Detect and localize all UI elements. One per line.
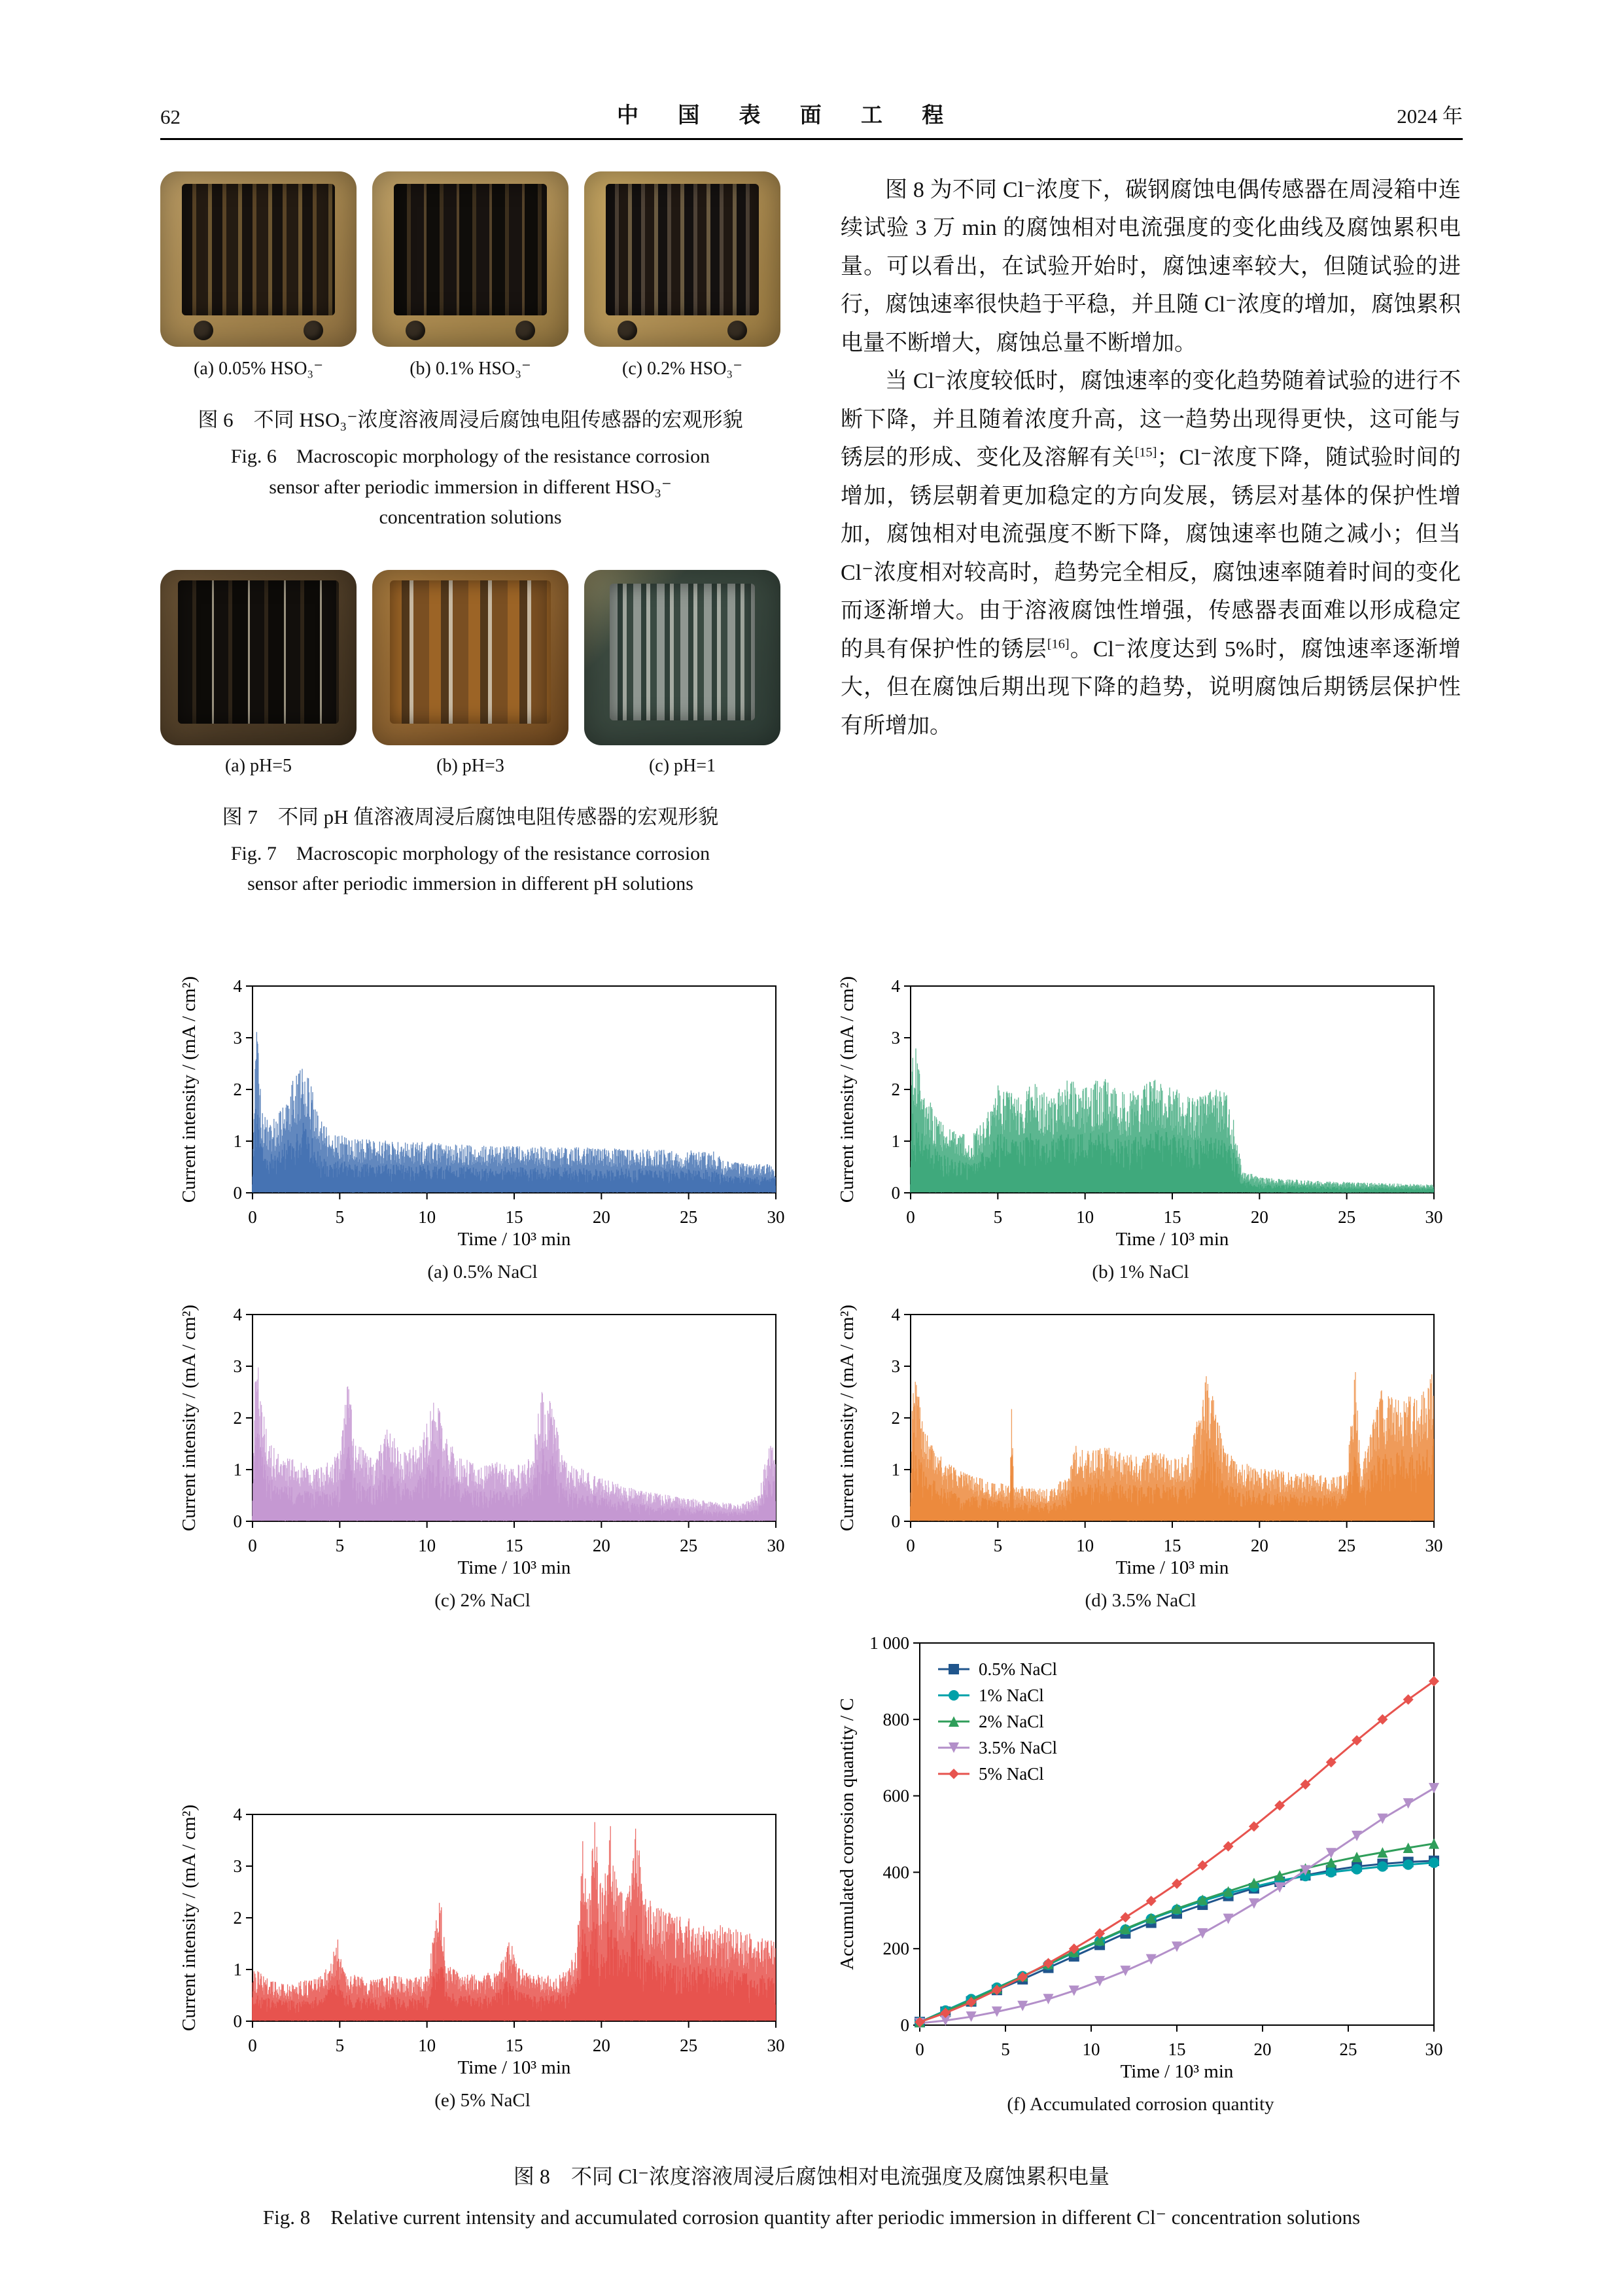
left-column [160, 171, 780, 936]
journal-title: 中 国 表 面 工 程 [617, 104, 961, 128]
svg-text:30: 30 [1425, 1535, 1442, 1555]
svg-text:2% NaCl: 2% NaCl [978, 1711, 1044, 1731]
chart-b-plot [833, 973, 1448, 1262]
svg-text:0: 0 [891, 1511, 900, 1531]
figure-8-charts [160, 973, 1463, 2134]
chart-d-caption: (d) 3.5% NaCl [1085, 1589, 1196, 1611]
chart-a-caption: (a) 0.5% NaCl [427, 1261, 538, 1282]
chart-e [175, 1801, 790, 2111]
bolt [304, 321, 323, 340]
svg-text:0: 0 [905, 1535, 915, 1555]
svg-text:200: 200 [882, 1938, 909, 1958]
photo-label: (c) pH=1 [648, 755, 716, 776]
svg-text:2: 2 [233, 1079, 242, 1099]
svg-text:Current intensity / (mA / cm²): Current intensity / (mA / cm²) [178, 1804, 200, 2031]
sensor-photo-hso3-01 [372, 171, 568, 347]
corroded-area [182, 184, 335, 315]
chart-f [833, 1630, 1448, 2115]
svg-text:25: 25 [679, 1207, 697, 1227]
svg-text:Time / 10³ min: Time / 10³ min [457, 1557, 570, 1578]
svg-text:1: 1 [891, 1131, 900, 1151]
svg-text:10: 10 [417, 1535, 436, 1555]
svg-text:1: 1 [233, 1459, 242, 1479]
svg-text:2: 2 [233, 1907, 242, 1928]
figure-6-photo-b [372, 171, 568, 380]
svg-text:20: 20 [592, 1535, 610, 1555]
svg-text:20: 20 [592, 2035, 610, 2055]
sensor-photo-ph5 [160, 570, 357, 745]
chart-c [175, 1301, 790, 1612]
svg-text:2: 2 [233, 1407, 242, 1428]
corroded-area [394, 184, 547, 315]
chart-b-caption: (b) 1% NaCl [1092, 1261, 1189, 1282]
svg-text:0: 0 [233, 2011, 242, 2031]
sensor-photo-ph3 [372, 570, 568, 745]
charts-left-column [175, 973, 790, 2134]
figure-8-caption-zh: 图 8 不同 Cl⁻浓度溶液周浸后腐蚀相对电流强度及腐蚀累积电量 [513, 2164, 1110, 2188]
svg-text:30: 30 [767, 1535, 784, 1555]
figure-6-photo-a [160, 171, 357, 380]
photo-label: (a) pH=5 [224, 755, 292, 776]
svg-text:4: 4 [233, 976, 242, 996]
svg-text:3: 3 [891, 1027, 900, 1048]
chart-e-plot [175, 1801, 790, 2090]
chart-a-plot [175, 973, 790, 1262]
svg-text:25: 25 [679, 2035, 697, 2055]
figure-7-photo-a [160, 570, 357, 777]
svg-text:3: 3 [891, 1356, 900, 1376]
photo-label: (a) 0.05% HSO₃⁻ [194, 359, 323, 379]
svg-text:4: 4 [233, 1804, 242, 1824]
corroded-area [390, 580, 551, 724]
figure-8-caption-en: Fig. 8 Relative current intensity and accumulated corrosion quantity after periodic immersion in different Cl⁻ concentration solutions [262, 2205, 1361, 2229]
svg-text:0: 0 [247, 2035, 257, 2055]
svg-text:5: 5 [335, 1207, 344, 1227]
svg-text:800: 800 [882, 1709, 909, 1729]
chart-f-plot [833, 1630, 1448, 2094]
paragraph-2: 当 Cl⁻浓度较低时，腐蚀速率的变化趋势随着试验的进行不断下降，并且随着浓度升高，这一趋势出现得更快，这可能与锈层的形成、变化及溶解有关[15]；Cl⁻浓度下降，随试验时间的增加，锈层朝着更加稳定的方向发展，锈层对基体的保护性增加，腐蚀相对电流强度不断下降，腐蚀速率也随之减小；但当 Cl⁻浓度相对较高时，趋势完全相反，腐蚀速率随着时间的变化而逐渐增大。由于溶液腐蚀性增强，传感器表面难以形成稳定的具有保护性的锈层[16]。Cl⁻浓度达到 5%时，腐蚀速率逐渐增大，但在腐蚀后期出现下降的趋势，说明腐蚀后期锈层保护性有所增加。 [841, 369, 1461, 738]
svg-text:30: 30 [1425, 1207, 1442, 1227]
svg-text:3: 3 [233, 1856, 242, 1876]
svg-text:25: 25 [679, 1535, 697, 1555]
figure-7-photo-row [160, 570, 780, 777]
corroded-area [610, 584, 755, 720]
svg-text:2: 2 [891, 1079, 900, 1099]
svg-text:10: 10 [1075, 1207, 1094, 1227]
figure-6-photo-row [160, 171, 780, 380]
svg-text:600: 600 [882, 1786, 909, 1806]
bolt [194, 321, 213, 340]
svg-text:1: 1 [233, 1959, 242, 1979]
svg-text:4: 4 [891, 976, 900, 996]
figure-7-photo-b [372, 570, 568, 777]
svg-text:Time / 10³ min: Time / 10³ min [1115, 1557, 1229, 1578]
svg-text:0: 0 [900, 2015, 909, 2035]
svg-text:30: 30 [767, 2035, 784, 2055]
svg-text:4: 4 [891, 1304, 900, 1324]
svg-text:3: 3 [233, 1027, 242, 1048]
chart-f-caption: (f) Accumulated corrosion quantity [1007, 2093, 1274, 2115]
sensor-photo-ph1 [584, 570, 780, 745]
figure-6-caption-zh: 图 6 不同 HSO₃⁻浓度溶液周浸后腐蚀电阻传感器的宏观形貌 [198, 408, 743, 431]
svg-text:0: 0 [891, 1182, 900, 1203]
svg-text:5% NaCl: 5% NaCl [978, 1763, 1044, 1784]
svg-text:20: 20 [1250, 1535, 1268, 1555]
svg-text:30: 30 [1425, 2039, 1442, 2059]
bolt [618, 321, 637, 340]
svg-text:Accumulated corrosion quantity: Accumulated corrosion quantity / C [836, 1697, 858, 1970]
page-number: 62 [160, 105, 181, 128]
svg-text:Current intensity / (mA / cm²): Current intensity / (mA / cm²) [836, 1304, 858, 1531]
svg-text:0.5% NaCl: 0.5% NaCl [978, 1659, 1057, 1679]
figure-7 [160, 570, 780, 900]
paragraph-1: 图 8 为不同 Cl⁻浓度下，碳钢腐蚀电偶传感器在周浸箱中连续试验 3 万 min 的腐蚀相对电流强度的变化曲线及腐蚀累积电量。可以看出，在试验开始时，腐蚀速率较大，但随试验的进行，腐蚀速率很快趋于平稳，并且随 Cl⁻浓度的增加，腐蚀累积电量不断增大，腐蚀总量不断增加。 [841, 178, 1461, 355]
svg-text:3.5% NaCl: 3.5% NaCl [978, 1737, 1057, 1757]
figure-6-caption-en: Fig. 6 Macroscopic morphology of the resistance corrosion sensor after periodic immersion in different HSO₃⁻ concentration solutions [230, 446, 710, 528]
svg-text:Current intensity / (mA / cm²): Current intensity / (mA / cm²) [178, 976, 200, 1203]
svg-text:4: 4 [233, 1304, 242, 1324]
svg-text:15: 15 [1163, 1535, 1181, 1555]
svg-text:Time / 10³ min: Time / 10³ min [1120, 2060, 1233, 2082]
svg-text:1 000: 1 000 [869, 1633, 909, 1653]
chart-a [175, 973, 790, 1283]
svg-text:Current intensity / (mA / cm²): Current intensity / (mA / cm²) [836, 976, 858, 1203]
svg-text:10: 10 [1075, 1535, 1094, 1555]
chart-c-plot [175, 1301, 790, 1590]
svg-text:30: 30 [767, 1207, 784, 1227]
svg-text:0: 0 [905, 1207, 915, 1227]
figure-6-photo-c [584, 171, 780, 380]
svg-text:0: 0 [247, 1535, 257, 1555]
figure-7-caption-en: Fig. 7 Macroscopic morphology of the resistance corrosion sensor after periodic immersion in different pH solutions [230, 842, 710, 894]
chart-d-plot [833, 1301, 1448, 1590]
sensor-photo-hso3-005 [160, 171, 357, 347]
svg-text:25: 25 [1337, 1207, 1355, 1227]
figure-7-photo-c [584, 570, 780, 777]
bolt [406, 321, 425, 340]
svg-text:Time / 10³ min: Time / 10³ min [1115, 1228, 1229, 1250]
svg-text:10: 10 [417, 2035, 436, 2055]
page-header [160, 98, 1463, 140]
svg-text:1: 1 [233, 1131, 242, 1151]
svg-text:20: 20 [592, 1207, 610, 1227]
right-column [841, 171, 1461, 936]
svg-text:0: 0 [247, 1207, 257, 1227]
svg-text:15: 15 [1168, 2039, 1185, 2059]
chart-b [833, 973, 1448, 1283]
svg-text:400: 400 [882, 1862, 909, 1882]
sensor-photo-hso3-02 [584, 171, 780, 347]
chart-d [833, 1301, 1448, 1612]
photo-label: (b) pH=3 [436, 755, 504, 776]
svg-text:15: 15 [505, 1207, 523, 1227]
chart-e-caption: (e) 5% NaCl [434, 2089, 531, 2111]
svg-text:0: 0 [233, 1182, 242, 1203]
svg-text:10: 10 [1082, 2039, 1100, 2059]
bolt [515, 321, 535, 340]
photo-label: (b) 0.1% HSO₃⁻ [410, 359, 531, 379]
svg-text:5: 5 [335, 1535, 344, 1555]
figure-7-caption-zh: 图 7 不同 pH 值溶液周浸后腐蚀电阻传感器的宏观形貌 [222, 805, 719, 828]
svg-text:5: 5 [993, 1207, 1002, 1227]
svg-text:10: 10 [417, 1207, 436, 1227]
svg-text:Time / 10³ min: Time / 10³ min [457, 1228, 570, 1250]
svg-text:25: 25 [1337, 1535, 1355, 1555]
svg-text:5: 5 [1000, 2039, 1010, 2059]
publication-year: 2024 年 [1397, 105, 1463, 128]
svg-text:15: 15 [505, 2035, 523, 2055]
corroded-area [606, 184, 759, 315]
svg-text:1% NaCl: 1% NaCl [978, 1685, 1044, 1705]
two-column-body [160, 171, 1463, 936]
svg-text:15: 15 [1163, 1207, 1181, 1227]
chart-c-caption: (c) 2% NaCl [434, 1589, 531, 1611]
svg-text:5: 5 [993, 1535, 1002, 1555]
corroded-area [178, 580, 339, 724]
svg-text:1: 1 [891, 1459, 900, 1479]
svg-text:5: 5 [335, 2035, 344, 2055]
svg-text:Current intensity / (mA / cm²): Current intensity / (mA / cm²) [178, 1304, 200, 1531]
charts-right-column [833, 973, 1448, 2134]
svg-text:15: 15 [505, 1535, 523, 1555]
svg-text:Time / 10³ min: Time / 10³ min [457, 2057, 570, 2078]
bolt [727, 321, 747, 340]
svg-text:25: 25 [1339, 2039, 1357, 2059]
photo-label: (c) 0.2% HSO₃⁻ [622, 359, 742, 379]
svg-text:0: 0 [915, 2039, 924, 2059]
svg-text:2: 2 [891, 1407, 900, 1428]
svg-text:20: 20 [1250, 1207, 1268, 1227]
svg-text:20: 20 [1253, 2039, 1271, 2059]
svg-text:0: 0 [233, 1511, 242, 1531]
figure-6 [160, 171, 780, 533]
svg-text:3: 3 [233, 1356, 242, 1376]
